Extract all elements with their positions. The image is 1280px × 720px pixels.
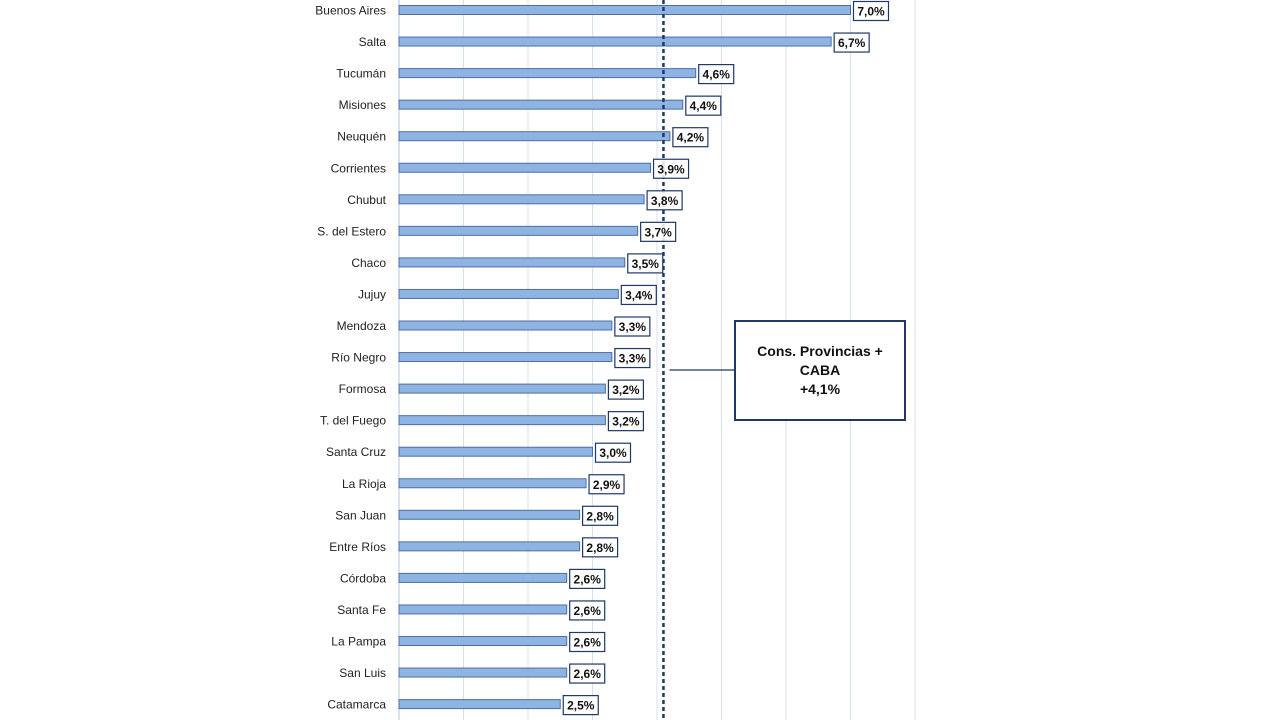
value-label: 3,5% bbox=[631, 256, 659, 271]
bar bbox=[399, 384, 605, 393]
bar bbox=[399, 573, 567, 582]
annotation-line-2: CABA bbox=[799, 362, 841, 378]
value-label: 4,4% bbox=[689, 99, 717, 114]
category-label: Formosa bbox=[338, 382, 386, 397]
value-label: 2,8% bbox=[586, 540, 614, 555]
category-label: Jujuy bbox=[357, 287, 386, 302]
category-label: Río Negro bbox=[331, 350, 386, 365]
category-label: Misiones bbox=[338, 98, 386, 113]
category-label: T. del Fuego bbox=[319, 413, 386, 428]
bar bbox=[399, 226, 638, 235]
category-label: Salta bbox=[358, 35, 386, 50]
bar bbox=[399, 6, 851, 15]
category-label: Chubut bbox=[347, 192, 386, 207]
bar bbox=[399, 321, 612, 330]
value-label: 2,6% bbox=[573, 635, 601, 650]
value-label: 4,6% bbox=[702, 67, 730, 82]
bar bbox=[399, 258, 625, 267]
bar bbox=[399, 37, 831, 46]
bar bbox=[399, 542, 580, 551]
value-label: 3,2% bbox=[612, 414, 640, 429]
category-label: La Rioja bbox=[341, 476, 386, 491]
value-label: 2,6% bbox=[573, 667, 601, 682]
bar bbox=[399, 132, 670, 141]
value-label: 6,7% bbox=[837, 36, 866, 51]
category-label: San Juan bbox=[335, 508, 386, 523]
bar bbox=[399, 163, 651, 172]
bar bbox=[399, 195, 644, 204]
value-label: 3,8% bbox=[650, 193, 679, 208]
bar bbox=[399, 510, 580, 519]
category-label: S. del Estero bbox=[317, 224, 386, 239]
category-labels bbox=[315, 4, 386, 712]
value-label: 2,6% bbox=[573, 572, 601, 587]
value-label: 7,0% bbox=[857, 4, 885, 19]
category-label: San Luis bbox=[339, 666, 386, 681]
category-label: Santa Fe bbox=[337, 602, 386, 617]
bar bbox=[399, 353, 612, 362]
average-annotation-box bbox=[734, 320, 906, 421]
value-label: 2,6% bbox=[573, 603, 601, 618]
category-label: La Pampa bbox=[331, 634, 386, 649]
category-label: Tucumán bbox=[336, 66, 386, 81]
bar bbox=[399, 479, 586, 488]
bar bbox=[399, 289, 618, 298]
bar bbox=[399, 100, 683, 109]
bar bbox=[399, 637, 567, 646]
category-label: Chaco bbox=[351, 255, 386, 270]
value-label: 4,2% bbox=[676, 130, 705, 145]
category-label: Entre Ríos bbox=[329, 539, 386, 554]
value-label: 3,9% bbox=[657, 162, 685, 177]
category-label: Buenos Aires bbox=[315, 3, 386, 18]
bar bbox=[399, 700, 560, 709]
value-label: 3,0% bbox=[599, 446, 627, 461]
bar bbox=[399, 668, 567, 677]
category-label: Neuquén bbox=[337, 129, 386, 144]
bar bbox=[399, 416, 605, 425]
value-label: 2,8% bbox=[586, 509, 614, 524]
category-label: Corrientes bbox=[330, 161, 386, 176]
bar bbox=[399, 69, 696, 78]
annotation-line-3: +4,1% bbox=[799, 381, 841, 397]
value-label: 3,4% bbox=[625, 288, 653, 303]
value-label: 2,9% bbox=[592, 477, 621, 492]
category-label: Mendoza bbox=[336, 319, 386, 333]
bar bbox=[399, 447, 593, 456]
value-label: 3,3% bbox=[618, 351, 647, 366]
value-label: 2,5% bbox=[567, 698, 595, 713]
category-label: Catamarca bbox=[327, 697, 386, 712]
annotation-line-1: Cons. Provincias + bbox=[757, 343, 883, 359]
value-label: 3,2% bbox=[612, 383, 640, 398]
category-label: Santa Cruz bbox=[325, 445, 386, 460]
value-label: 3,7% bbox=[644, 225, 672, 240]
bar bbox=[399, 605, 567, 614]
value-label: 3,3% bbox=[618, 320, 647, 334]
category-label: Córdoba bbox=[339, 571, 386, 586]
